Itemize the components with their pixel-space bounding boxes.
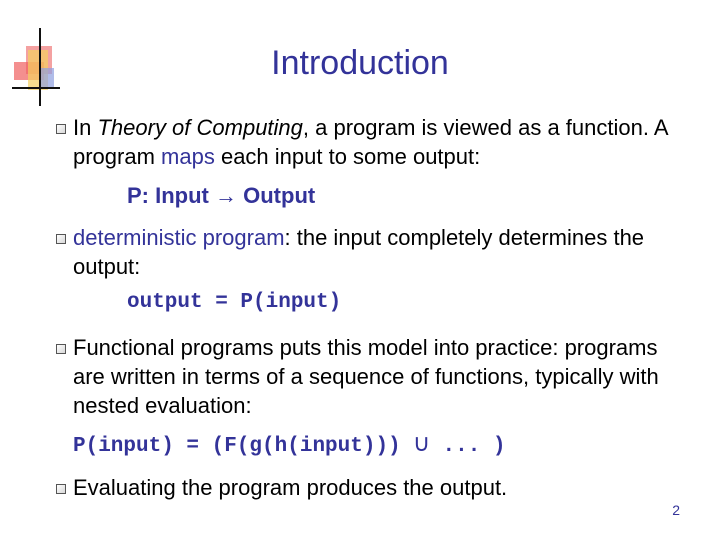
page-number: 2 — [672, 502, 680, 518]
bullet-text-1: In Theory of Computing, a program is viewed as a function. A program maps each input to some output: — [73, 115, 668, 169]
bullet-marker — [56, 234, 66, 244]
arrow-icon: → — [215, 183, 237, 208]
bullet-marker — [56, 484, 66, 494]
slide-title: Introduction — [271, 44, 449, 82]
union-symbol: ∪ — [412, 430, 431, 457]
output-formula: output = P(input) — [127, 291, 342, 314]
bullet-marker — [56, 344, 66, 354]
mapping-formula: P: Input → Output — [127, 183, 316, 208]
nested-formula: P(input) = (F(g(h(input))) ∪ ... ) — [73, 430, 506, 458]
bullet-text-4: Evaluating the program produces the output. — [73, 475, 508, 500]
bullet-text-2: deterministic program: the input completely determines the output: — [73, 225, 645, 279]
bullet-text-3: Functional programs puts this model into practice: programs are written in terms of a sequence of functions, typically with nested evaluation: — [73, 335, 659, 418]
bullet-marker — [56, 124, 66, 134]
